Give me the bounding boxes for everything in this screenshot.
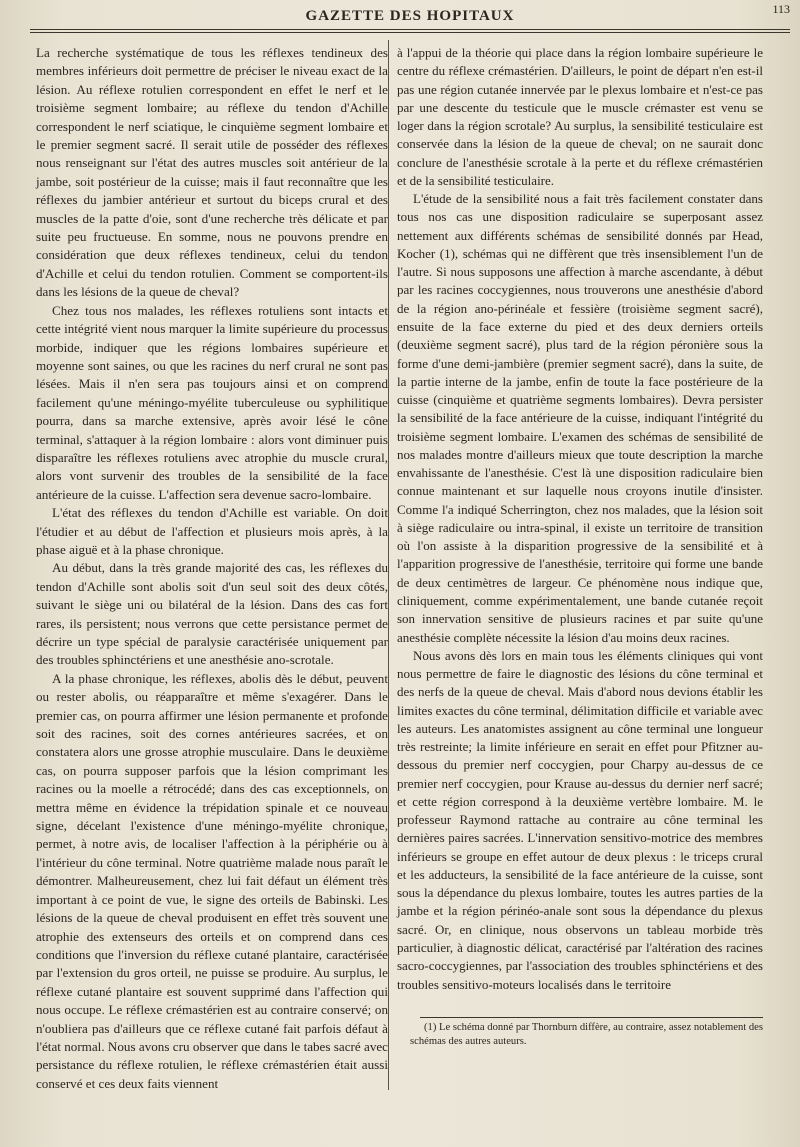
- header-rule-top: [30, 29, 790, 30]
- paragraph: à l'appui de la théorie qui place dans la région lombaire supérieure le centre du réflexe crémastérien. D'ailleurs, le point de départ n'en est-il pas une région cutanée innervée par le plexus lombaire et n'est-ce pas par une descente du testicule que le muscle crémaster est venu se loger dans la région scrotale? Au surplus, la sensibilité testiculaire est conservée dans la lésion de la queue de cheval; on ne saurait donc conclure de l'anesthésie scrotale à la perte et du réflexe crémastérien et de la sensibilité testiculaire.: [397, 45, 763, 188]
- journal-title: GAZETTE DES HOPITAUX: [305, 8, 515, 24]
- footnote: (1) Le schéma donné par Thornburn diffère, au contraire, assez notablement des schémas des autres auteurs.: [410, 1022, 763, 1047]
- page-number: 113: [772, 2, 790, 16]
- left-column: [36, 44, 388, 1093]
- header-rule-bottom: [30, 32, 790, 33]
- paragraph: L'étude de la sensibilité nous a fait très facilement constater dans tous nos cas une disposition radiculaire se superposant assez nettement aux différents schémas de sensibilité donnés par Head, Kocher (1), schémas qui ne diffèrent que très insensiblement l'un de l'autre. Si nous supposons une affection à marche ascendante, à début par les racines coccygiennes, nous trouverons une anesthésie d'abord de la région ano-périnéale et fessière (troisième segment sacré), ensuite de la face externe du pied et des deux derniers orteils (deuxième segment sacré), plus tard de la région péronière sous la forme d'une demi-jambière (premier segment sacré), dans la suite, de la partie interne de la jambe, enfin de toute la face postérieure de la cuisse (cinquième et quatrième segments lombaires). Devra persister la sensibilité de la face antérieure de la cuisse, indiquant l'intégrité du troisième segment lombaire. L'examen des schémas de sensibilité de nos malades montre d'ailleurs mieux que toute description la marche envahissante de l'anesthésie. C'est là une disposition radiculaire bien connue maintenant et sur laquelle nous croyons inutile d'insister. Comme l'a indiqué Scherrington, chez nos malades, que la lésion soit à siège radiculaire ou intra-spinal, il existe un territoire de transition où l'on assiste à la disparition progressive de la sensibilité et à l'apparition progressive de l'anesthésie, territoire qui forme une bande de deux centimètres de largeur. Ce phénomène nous indique que, cliniquement, comme expérimentalement, une bande cutanée reçoit son innervation sensitive de plusieurs racines et par suite qu'une anesthésie complète nécessite la lésion d'au moins deux racines.: [397, 191, 763, 645]
- paragraph: A la phase chronique, les réflexes, abolis dès le début, peuvent ou rester abolis, ou réapparaître et même s'exagérer. Dans le premier cas, on pourra affirmer une lésion permanente et profonde soit des racines, soit des cornes antérieures sacrées, et on constatera alors une grosse atrophie musculaire. Dans le deuxième cas, on pourra supposer parfois que la lésion comprimant les racines ou la moelle a rétrocédé; dans des cas exceptionnels, on mettra même en évidence la trépidation spinale et ce nouveau signe, décelant l'existence d'une méningo-myélite chronique, permet, à notre avis, de localiser l'affection à la périphérie ou à l'intérieur du cône terminal. Notre quatrième malade nous paraît le démontrer. Malheureusement, chez lui fait défaut un élément très important à ce point de vue, le signe des orteils de Babinski. Les lésions de la queue de cheval produisent en effet très souvent une atrophie des extenseurs des orteils et on comprend dans ces conditions que l'inversion du réflexe cutané plantaire, caractérisée par l'extension du gros orteil, ne puisse se produire. Au surplus, le réflexe cutané plantaire est souvent supprimé dans l'affection qui nous occupe. Le réflexe crémastérien est au contraire conservé; on n'oubliera pas d'ailleurs que ce réflexe cutané fait parfois défaut à l'état normal. Nous avons cru observer que dans le tabes sacré avec persistance du réflexe rotulien, le réflexe crémastérien était aussi conservé et ces deux faits viennent: [36, 670, 388, 1091]
- paragraph: La recherche systématique de tous les réflexes tendineux des membres inférieurs doit permettre de préciser le niveau exact de la lésion. Au réflexe rotulien correspondent en effet le nerf et le troisième segment lombaire; au réflexe du tendon d'Achille correspondent le nerf sciatique, le cinquième segment lombaire et le premier segment sacré. Il serait utile de posséder des réflexes nous renseignant sur l'état des autres muscles soit antérieur de la jambe, soit postérieur de la cuisse; mais il faut reconnaître que les réflexes du jambier antérieur et surtout du biceps crural et des muscles de la patte d'oie, sont d'une recherche très délicate et par suite peu fructueuse. En somme, nous ne pouvons prendre en considération que deux réflexes tendineux, celui du tendon d'Achille et celui du tendon rotulien. Comment se comportent-ils dans les lésions de la queue de cheval?: [36, 45, 388, 300]
- footnote-rule: [420, 1017, 763, 1018]
- paragraph: L'état des réflexes du tendon d'Achille est variable. On doit l'étudier et au début de l'affection et plusieurs mois après, à la phase aiguë et à la phase chronique.: [36, 505, 388, 557]
- paragraph: Au début, dans la très grande majorité des cas, les réflexes du tendon d'Achille sont abolis soit d'un seul soit des deux côtés, suivant le siège uni ou bilatéral de la lésion. Dans des cas fort rares, ils persistent; nous verrons que cette persistance permet de décrire un type spécial de paralysie caractérisée uniquement par des troubles sphinctériens et une anesthésie ano-scrotale.: [36, 560, 388, 668]
- right-column: [397, 44, 763, 994]
- paragraph: Nous avons dès lors en main tous les éléments cliniques qui vont nous permettre de faire le diagnostic des lésions du cône terminal et des nerfs de la queue de cheval. Mais d'abord nous devions établir les limites exactes du cône terminal, délimitation difficile et variable avec les auteurs. Les anatomistes assignent au cône terminal une longueur très restreinte; la limite inférieure en serait en effet pour Pfitzner au-dessous du premier nerf coccygien, pour Charpy au-dessus de ce premier nerf coccygien, pour Krause au-dessus du dernier nerf sacré; et cette région correspond à la deuxième vertèbre lombaire. M. le professeur Raymond rattache au contraire au cône terminal les dernières paires sacrées. L'innervation sensitivo-motrice des membres inférieurs se groupe en effet autour de deux plexus : le triceps crural et les adducteurs, la sensibilité de la face antérieure de la cuisse, sont sous la dépendance du plexus lombaire, toutes les autres parties de la jambe et la région périnéo-anale sont sous la dépendance du plexus sacré. Or, en clinique, nous observons un tableau morbide très particulier, à diagnostic délicat, caractérisé par l'altération des racines sacro-coccygiennes, par l'association des troubles sphinctériens et des troubles sensitivo-moteurs localisés dans le territoire: [397, 647, 763, 992]
- paragraph: Chez tous nos malades, les réflexes rotuliens sont intacts et cette intégrité vient nous marquer la limite supérieure du processus morbide, indiquer que les régions lombaires supérieure et moyenne sont saines, ou que les racines du nerf crural ne sont pas lésées. Mais il n'en sera pas toujours ainsi et on comprend facilement qu'une méningo-myélite tuberculeuse ou syphilitique pourra, dans sa marche extensive, après avoir lésé le cône terminal, s'attaquer à la région lombaire : alors vont diminuer puis disparaître les réflexes rotuliens avec atrophie du muscle crural, alors vont survenir des troubles de la sensibilité de la face antérieure de la cuisse. L'affection sera devenue sacro-lombaire.: [36, 302, 388, 502]
- running-head: [30, 2, 790, 30]
- column-divider: [388, 40, 389, 1090]
